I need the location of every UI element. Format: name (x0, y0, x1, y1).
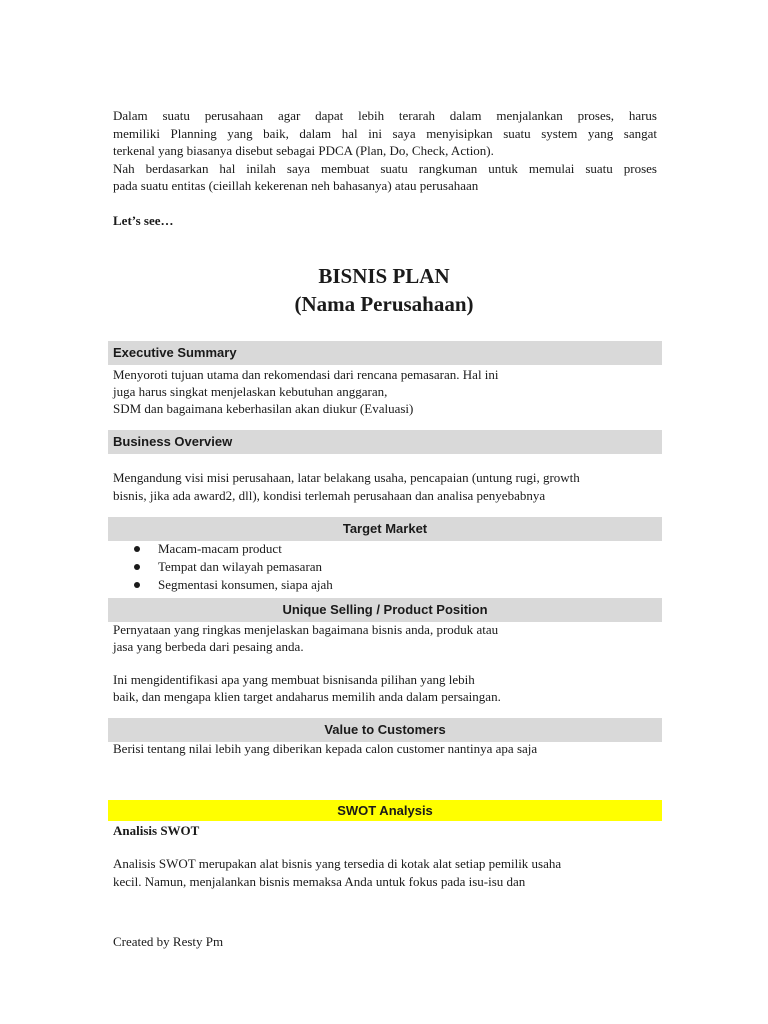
swot-analysis-heading: SWOT Analysis (108, 800, 662, 821)
list-item (128, 540, 333, 558)
value-to-customers-body (113, 740, 661, 757)
target-market-heading: Target Market (108, 517, 662, 541)
body-line: bisnis, jika ada award2, dll), kondisi terlemah perusahaan dan analisa penyebabnya (113, 488, 546, 503)
document-title: BISNIS PLAN (318, 264, 450, 288)
executive-summary-body (113, 366, 661, 417)
body-line: Pernyataan yang ringkas menjelaskan bagaimana bisnis anda, produk atau (113, 622, 499, 637)
body-line: baik, dan mengapa klien target andaharus memilih anda dalam persaingan. (113, 689, 501, 704)
intro-line: memiliki Planning yang baik, dalam hal ini saya menyisipkan suatu system yang sangat (113, 125, 657, 141)
list-item (128, 576, 333, 594)
value-to-customers-heading: Value to Customers (108, 718, 662, 742)
document-subtitle: (Nama Perusahaan) (294, 292, 474, 316)
intro-paragraph (113, 107, 657, 195)
business-overview-body (113, 469, 661, 505)
intro-line: pada suatu entitas (cieillah kekerenan neh bahasanya) atau perusahaan (113, 178, 479, 193)
usp-body-1 (113, 621, 661, 655)
body-line: SDM dan bagaimana keberhasilan akan diukur (Evaluasi) (113, 401, 414, 416)
footer-credit: Created by Resty Pm (113, 934, 224, 949)
intro-line: terkenal yang biasanya disebut sebagai PDCA (Plan, Do, Check, Action). (113, 143, 494, 158)
business-overview-heading: Business Overview (108, 430, 662, 454)
list-item-label: Tempat dan wilayah pemasaran (158, 559, 323, 574)
list-item (128, 558, 333, 576)
body-line: Ini mengidentifikasi apa yang membuat bisnisanda pilihan yang lebih (113, 672, 475, 687)
intro-line: Nah berdasarkan hal inilah saya membuat suatu rangkuman untuk memulai suatu proses (113, 160, 657, 176)
executive-summary-heading: Executive Summary (108, 341, 662, 365)
list-item-label: Macam-macam product (158, 541, 282, 556)
target-market-list (128, 540, 333, 594)
body-line: Berisi tentang nilai lebih yang diberikan kepada calon customer nantinya apa saja (113, 741, 538, 756)
body-line: juga harus singkat menjelaskan kebutuhan anggaran, (113, 384, 388, 399)
body-line: Mengandung visi misi perusahaan, latar belakang usaha, pencapaian (untung rugi, growth (113, 470, 580, 485)
body-line: Analisis SWOT merupakan alat bisnis yang tersedia di kotak alat setiap pemilik usaha (113, 856, 562, 871)
swot-body (113, 855, 661, 891)
usp-heading: Unique Selling / Product Position (108, 598, 662, 622)
body-line: jasa yang berbeda dari pesaing anda. (113, 639, 304, 654)
bullet-icon (134, 582, 140, 588)
body-line: kecil. Namun, menjalankan bisnis memaksa Anda untuk fokus pada isu-isu dan (113, 874, 526, 889)
usp-body-2 (113, 671, 661, 705)
lets-see-text: Let’s see… (113, 213, 174, 228)
bullet-icon (134, 546, 140, 552)
swot-subheading: Analisis SWOT (113, 823, 200, 838)
intro-line: Dalam suatu perusahaan agar dapat lebih terarah dalam menjalankan proses, harus (113, 108, 657, 123)
list-item-label: Segmentasi konsumen, siapa ajah (158, 577, 333, 592)
body-line: Menyoroti tujuan utama dan rekomendasi dari rencana pemasaran. Hal ini (113, 367, 499, 382)
bullet-icon (134, 564, 140, 570)
